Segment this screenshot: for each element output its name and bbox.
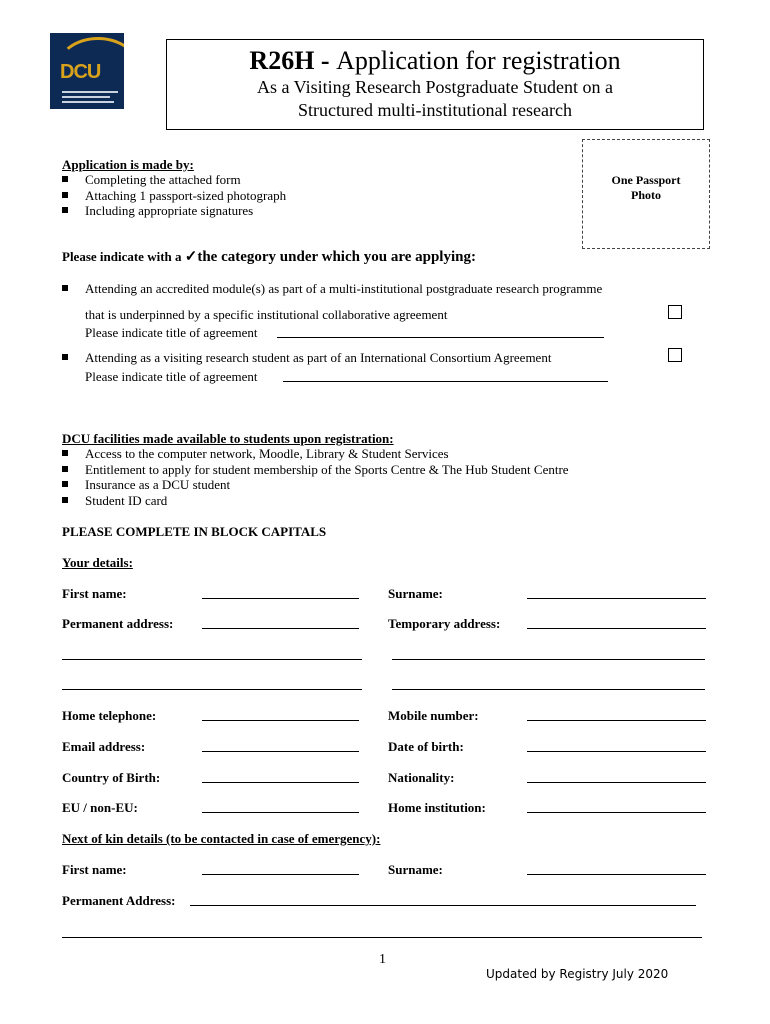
bullet-icon <box>62 285 68 291</box>
mobile-number-label: Mobile number: <box>388 708 479 723</box>
bullet-icon <box>62 497 68 503</box>
nationality-field[interactable] <box>527 782 706 783</box>
eu-status-label: EU / non-EU: <box>62 800 138 815</box>
kin-address-label: Permanent Address: <box>62 893 176 908</box>
option1-line1: Attending an accredited module(s) as part of a multi-institutional postgraduate research programme <box>85 281 603 296</box>
date-of-birth-label: Date of birth: <box>388 739 464 754</box>
surname-field[interactable] <box>527 598 706 599</box>
home-institution-field[interactable] <box>527 812 706 813</box>
dcu-logo <box>50 33 124 109</box>
facility-item: Access to the computer network, Moodle, Library & Student Services <box>85 446 449 461</box>
option2-agreement-label: Please indicate title of agreement <box>85 369 258 384</box>
option2-agreement-field[interactable] <box>283 381 608 382</box>
mobile-number-field[interactable] <box>527 720 706 721</box>
application-item: Completing the attached form <box>85 172 241 187</box>
option1-checkbox[interactable] <box>668 305 682 319</box>
email-field[interactable] <box>202 751 359 752</box>
application-heading: Application is made by: <box>62 157 194 172</box>
permanent-address-label: Permanent address: <box>62 616 174 631</box>
temporary-address-line-3[interactable] <box>392 689 705 690</box>
kin-surname-label: Surname: <box>388 862 443 877</box>
photo-label-1: One Passport <box>611 173 681 187</box>
bullet-icon <box>62 207 68 213</box>
option1-agreement-field[interactable] <box>277 337 604 338</box>
bullet-icon <box>62 466 68 472</box>
permanent-address-line-3[interactable] <box>62 689 362 690</box>
permanent-address-line-2[interactable] <box>62 659 362 660</box>
subtitle-line-2: Structured multi-institutional research <box>298 100 572 120</box>
bullet-icon <box>62 354 68 360</box>
facility-item: Entitlement to apply for student membership of the Sports Centre & The Hub Student Centre <box>85 462 569 477</box>
country-of-birth-label: Country of Birth: <box>62 770 161 785</box>
temporary-address-field[interactable] <box>527 628 706 629</box>
option2-checkbox[interactable] <box>668 348 682 362</box>
logo-text: DCU <box>60 61 101 83</box>
kin-first-name-label: First name: <box>62 862 127 877</box>
bullet-icon <box>62 450 68 456</box>
home-telephone-field[interactable] <box>202 720 359 721</box>
date-of-birth-field[interactable] <box>527 751 706 752</box>
facility-item: Insurance as a DCU student <box>85 477 231 492</box>
page-title: R26H - Application for registration <box>249 46 621 75</box>
subtitle-line-1: As a Visiting Research Postgraduate Student on a <box>256 77 614 97</box>
facility-item: Student ID card <box>85 493 168 508</box>
country-of-birth-field[interactable] <box>202 782 359 783</box>
kin-first-name-field[interactable] <box>202 874 359 875</box>
surname-label: Surname: <box>388 586 443 601</box>
facilities-heading: DCU facilities made available to students upon registration: <box>62 431 394 446</box>
bullet-icon <box>62 192 68 198</box>
temporary-address-label: Temporary address: <box>388 616 501 631</box>
email-label: Email address: <box>62 739 146 754</box>
home-institution-label: Home institution: <box>388 800 486 815</box>
checkmark-icon: ✓ <box>184 249 198 265</box>
application-item: Attaching 1 passport-sized photograph <box>85 188 287 203</box>
first-name-field[interactable] <box>202 598 359 599</box>
kin-address-line-2[interactable] <box>62 937 702 938</box>
bullet-icon <box>62 176 68 182</box>
kin-address-field[interactable] <box>190 905 696 906</box>
kin-surname-field[interactable] <box>527 874 706 875</box>
title-box <box>166 39 704 130</box>
page-number: 1 <box>379 952 386 967</box>
photo-label-2: Photo <box>631 188 661 202</box>
option1-agreement-label: Please indicate title of agreement <box>85 325 258 340</box>
passport-photo-box[interactable] <box>582 139 710 249</box>
permanent-address-field[interactable] <box>202 628 359 629</box>
option1-line2: that is underpinned by a specific institutional collaborative agreement <box>85 307 448 322</box>
option2-line1: Attending as a visiting research student as part of an International Consortium Agreement <box>85 350 552 365</box>
your-details-heading: Your details: <box>62 555 133 570</box>
application-item: Including appropriate signatures <box>85 203 254 218</box>
block-capitals-note: PLEASE COMPLETE IN BLOCK CAPITALS <box>62 524 327 539</box>
temporary-address-line-2[interactable] <box>392 659 705 660</box>
bullet-icon <box>62 481 68 487</box>
nationality-label: Nationality: <box>388 770 455 785</box>
home-telephone-label: Home telephone: <box>62 708 157 723</box>
next-of-kin-heading: Next of kin details (to be contacted in case of emergency): <box>62 831 381 846</box>
category-prompt: Please indicate with a ✓the category under which you are applying: <box>62 249 476 265</box>
footer-updated: Updated by Registry July 2020 <box>486 967 669 981</box>
form-code: R26H <box>249 46 315 75</box>
eu-status-field[interactable] <box>202 812 359 813</box>
first-name-label: First name: <box>62 586 127 601</box>
